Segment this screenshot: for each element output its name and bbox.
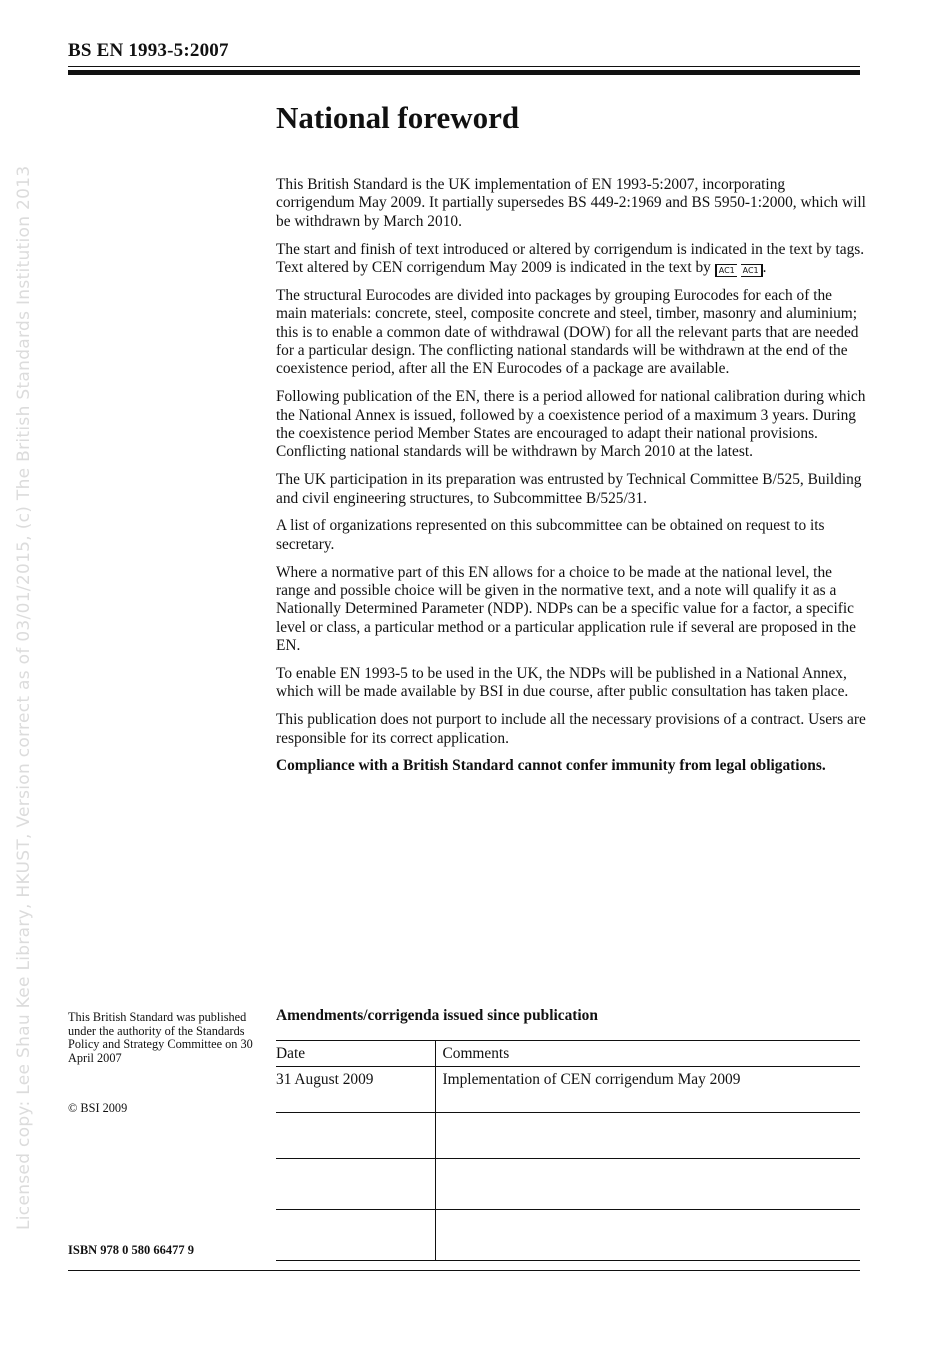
corrigendum-end: . bbox=[762, 259, 767, 277]
paragraph: A list of organizations represented on this subcommittee can be obtained on request to its secretary. bbox=[276, 517, 825, 553]
paragraph: This publication does not purport to include all the necessary provisions of a contract. Users are responsible for its correct application. bbox=[276, 711, 866, 747]
header-rule-thin bbox=[68, 66, 860, 67]
license-watermark: Licensed copy: Lee Shau Kee Library, HKUST, Version correct as of 03/01/2015, (c) The British Standards Institution 2013 bbox=[14, 165, 34, 1230]
table-row-empty bbox=[276, 1113, 860, 1159]
paragraph: The UK participation in its preparation was entrusted by Technical Committee B/525, Building and civil engineering structures, to Subcommittee B/525/31. bbox=[276, 471, 862, 507]
footer-rule bbox=[68, 1270, 860, 1271]
table-header-row bbox=[276, 1041, 860, 1067]
foreword-body bbox=[276, 176, 866, 785]
amendment-comments: Implementation of CEN corrigendum May 2009 bbox=[435, 1067, 860, 1113]
paragraph: Where a normative part of this EN allows for a choice to be made at the national level, the range and possible choice will be given in the normative text, and a note will qualify it as a Nationally Determined Parameter (NDP). NDPs can be a specific value for a factor, a specific level or class, a particular method or a particular application rule if several are proposed in the EN. bbox=[276, 563, 856, 655]
document-code: BS EN 1993-5:2007 bbox=[68, 40, 229, 61]
corrigendum-paragraph bbox=[276, 241, 866, 278]
amendments-title: Amendments/corrigenda issued since publication bbox=[276, 1007, 598, 1024]
corrigendum-text: The start and finish of text introduced or altered by corrigendum is indicated in the text by tags. Text altered by CEN corrigendum May 2009 is indicated in the text by bbox=[276, 240, 865, 277]
header-rule-thick bbox=[68, 70, 860, 75]
amendments-table bbox=[276, 1040, 860, 1261]
ac1-open-tag-icon: AC1 bbox=[715, 264, 737, 277]
table-row-empty bbox=[276, 1210, 860, 1261]
page-title: National foreword bbox=[276, 100, 520, 135]
table-row bbox=[276, 1067, 860, 1113]
compliance-statement: Compliance with a British Standard cannot confer immunity from legal obligations. bbox=[276, 757, 826, 775]
table-row-empty bbox=[276, 1159, 860, 1210]
ac1-close-tag-icon: AC1 bbox=[741, 264, 763, 277]
isbn: ISBN 978 0 580 66477 9 bbox=[68, 1243, 195, 1257]
column-header-comments: Comments bbox=[435, 1041, 860, 1067]
paragraph: To enable EN 1993-5 to be used in the UK, the NDPs will be published in a National Annex, which will be made available by BSI in due course, after public consultation has taken place. bbox=[276, 665, 849, 701]
amendment-date: 31 August 2009 bbox=[276, 1067, 435, 1113]
paragraph: This British Standard is the UK implementation of EN 1993-5:2007, incorporating corrigendum May 2009. It partially supersedes BS 449-2:1969 and BS 5950-1:2000, which will be withdrawn by March 2010. bbox=[276, 176, 866, 230]
publication-imprint: This British Standard was published under the authority of the Standards Policy and Strategy Committee on 30 April 2007 bbox=[68, 1010, 253, 1065]
copyright-notice: © BSI 2009 bbox=[68, 1101, 128, 1115]
paragraph: The structural Eurocodes are divided into packages by grouping Eurocodes for each of the main materials: concrete, steel, composite concrete and steel, timber, masonry and aluminium; this is to enable a common date of withdrawal (DOW) for all the relevant parts that are needed for a particular design. The conflicting national standards will be withdrawn at the end of the coexistence period, after all the EN Eurocodes of a package are available. bbox=[276, 286, 859, 378]
column-header-date: Date bbox=[276, 1041, 435, 1067]
paragraph: Following publication of the EN, there is a period allowed for national calibration during which the National Annex is issued, followed by a coexistence period of a maximum 3 years. During the coexistence period Member States are encouraged to adapt their national provisions. Conflicting national standards will be withdrawn by March 2010 at the latest. bbox=[276, 388, 866, 461]
